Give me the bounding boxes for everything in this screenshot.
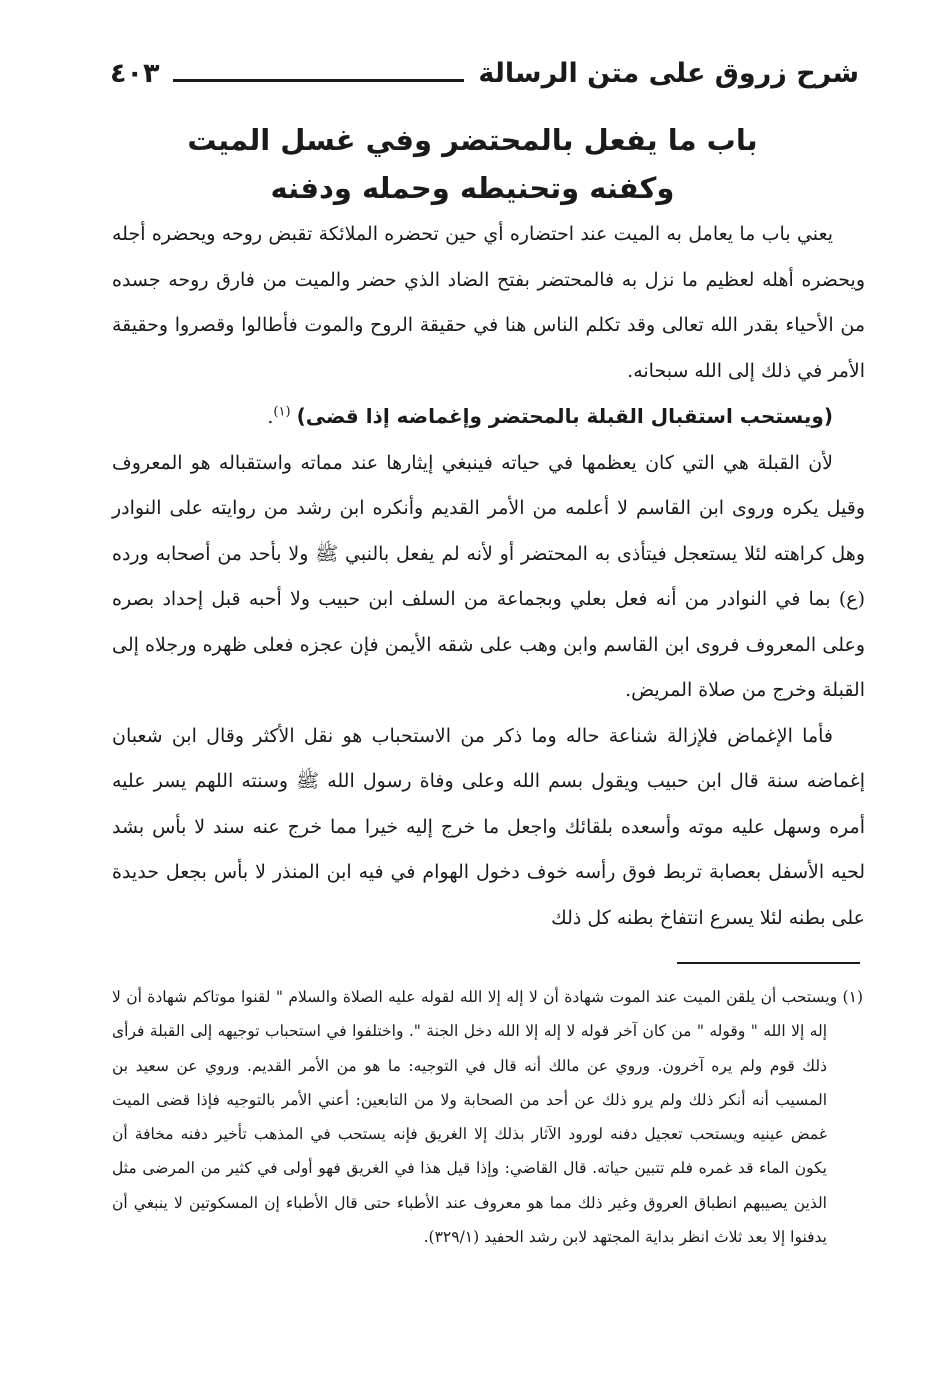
footnote-separator xyxy=(677,962,860,964)
paragraph-qibla: لأن القبلة هي التي كان يعظمها في حياته فينبغي إيثارها عند مماته واستقباله هو المعروف وقيل يكره وروى ابن القاسم لا أعلمه من الأمر القديم وأنكره ابن رشد من روايته على النوادر وهل كراهته لئلا يستعجل فيتأذى به المحتضر أو لأنه لم يفعل بالنبي ﷺ ولا بأحد من أصحابه ورده (ع) بما في النوادر من أنه فعل بعلي وبجماعة من السلف ابن حبيب ولا أحبه قبل إحداد بصره وعلى المعروف فروى ابن القاسم وابن وهب على شقه الأيمن فإن عجزه فعلى ظهره ورجلاه إلى القبلة وخرج من صلاة المريض. xyxy=(112,451,865,701)
chapter-title xyxy=(150,116,795,212)
chapter-title-line-2: وكفنه وتحنيطه وحمله ودفنه xyxy=(270,171,675,205)
header-rule xyxy=(173,79,464,82)
running-title: شرح زروق على متن الرسالة xyxy=(478,58,859,89)
matn-line: (ويستحب استقبال القبلة بالمحتضر وإغماضه إذا قضى) $^{(١)}$. xyxy=(267,404,833,428)
footnote-1: (١) ويستحب أن يلقن الميت عند الموت شهادة أن لا إله إلا الله لقوله عليه الصلاة والسلام " لقنوا موتاكم شهادة أن لا إله إلا الله " وقوله " من كان آخر قوله لا إله إلا الله دخل الجنة ". واختلفوا في استحباب توجيهه إلى القبلة فرأى ذلك قوم ولم يره آخرون. وروي عن مالك أنه قال في التوجيه: ما هو من الأمر القديم. وروي عن سعيد بن المسيب أنه أنكر ذلك ولم يرو ذلك عن أحد من الصحابة ولا من التابعين: أعني الأمر بالتوجيه فإذا قضى الميت غمض عينيه ويستحب تعجيل دفنه لورود الآثار بذلك إلا الغريق فإنه يستحب في المذهب تأخير دفنه مخافة أن يكون الماء قد غمره فلم تتبين حياته. قال القاضي: وإذا قيل هذا في الغريق فهو أولى في كثير من المرضى مثل الذين يصيبهم انطباق العروق وغير ذلك مما هو معروف عند الأطباء حتى قال الأطباء إن المسكوتين لا ينبغي أن يدفنوا إلا بعد ثلاث انظر بداية المجتهد لابن رشد الحفيد (٣٢٩/١). xyxy=(112,988,863,1247)
body-text xyxy=(112,212,865,941)
footnote-reference[interactable]: (١) xyxy=(273,404,291,420)
footnotes xyxy=(112,980,863,1254)
page-number: ٤٠٣ xyxy=(110,58,160,89)
paragraph-ighmad: فأما الإغماض فلإزالة شناعة حاله وما ذكر من الاستحباب هو نقل الأكثر وقال ابن شعبان إغماضه سنة قال ابن حبيب ويقول بسم الله وعلى وفاة رسول الله ﷺ وسنته اللهم يسر عليه أمره وسهل عليه موته وأسعده بلقائك واجعل ما خرج إليه خيرا مما خرج عنه سند لا بأس بشد لحيه الأسفل بعصابة تربط فوق رأسه خوف دخول الهوام في فيه ابن المنذر لا بأس بجعل حديدة على بطنه لئلا يسرع انتفاخ بطنه كل ذلك xyxy=(112,724,865,929)
chapter-title-line-1: باب ما يفعل بالمحتضر وفي غسل الميت xyxy=(187,123,758,157)
matn-text: (ويستحب استقبال القبلة بالمحتضر وإغماضه إذا قضى) xyxy=(296,404,833,428)
running-header xyxy=(110,50,859,98)
paragraph-intro: يعني باب ما يعامل به الميت عند احتضاره أي حين تحضره الملائكة تقبض روحه ويحضره أجله ويحضره أهله لعظيم ما نزل به فالمحتضر بفتح الضاد الذي حضر والميت من فارق روحه جسده من الأحياء بقدر الله تعالى وقد تكلم الناس هنا في حقيقة الروح والموت فأطالوا وقصروا وحقيقة الأمر في ذلك إلى الله سبحانه. xyxy=(112,223,865,382)
